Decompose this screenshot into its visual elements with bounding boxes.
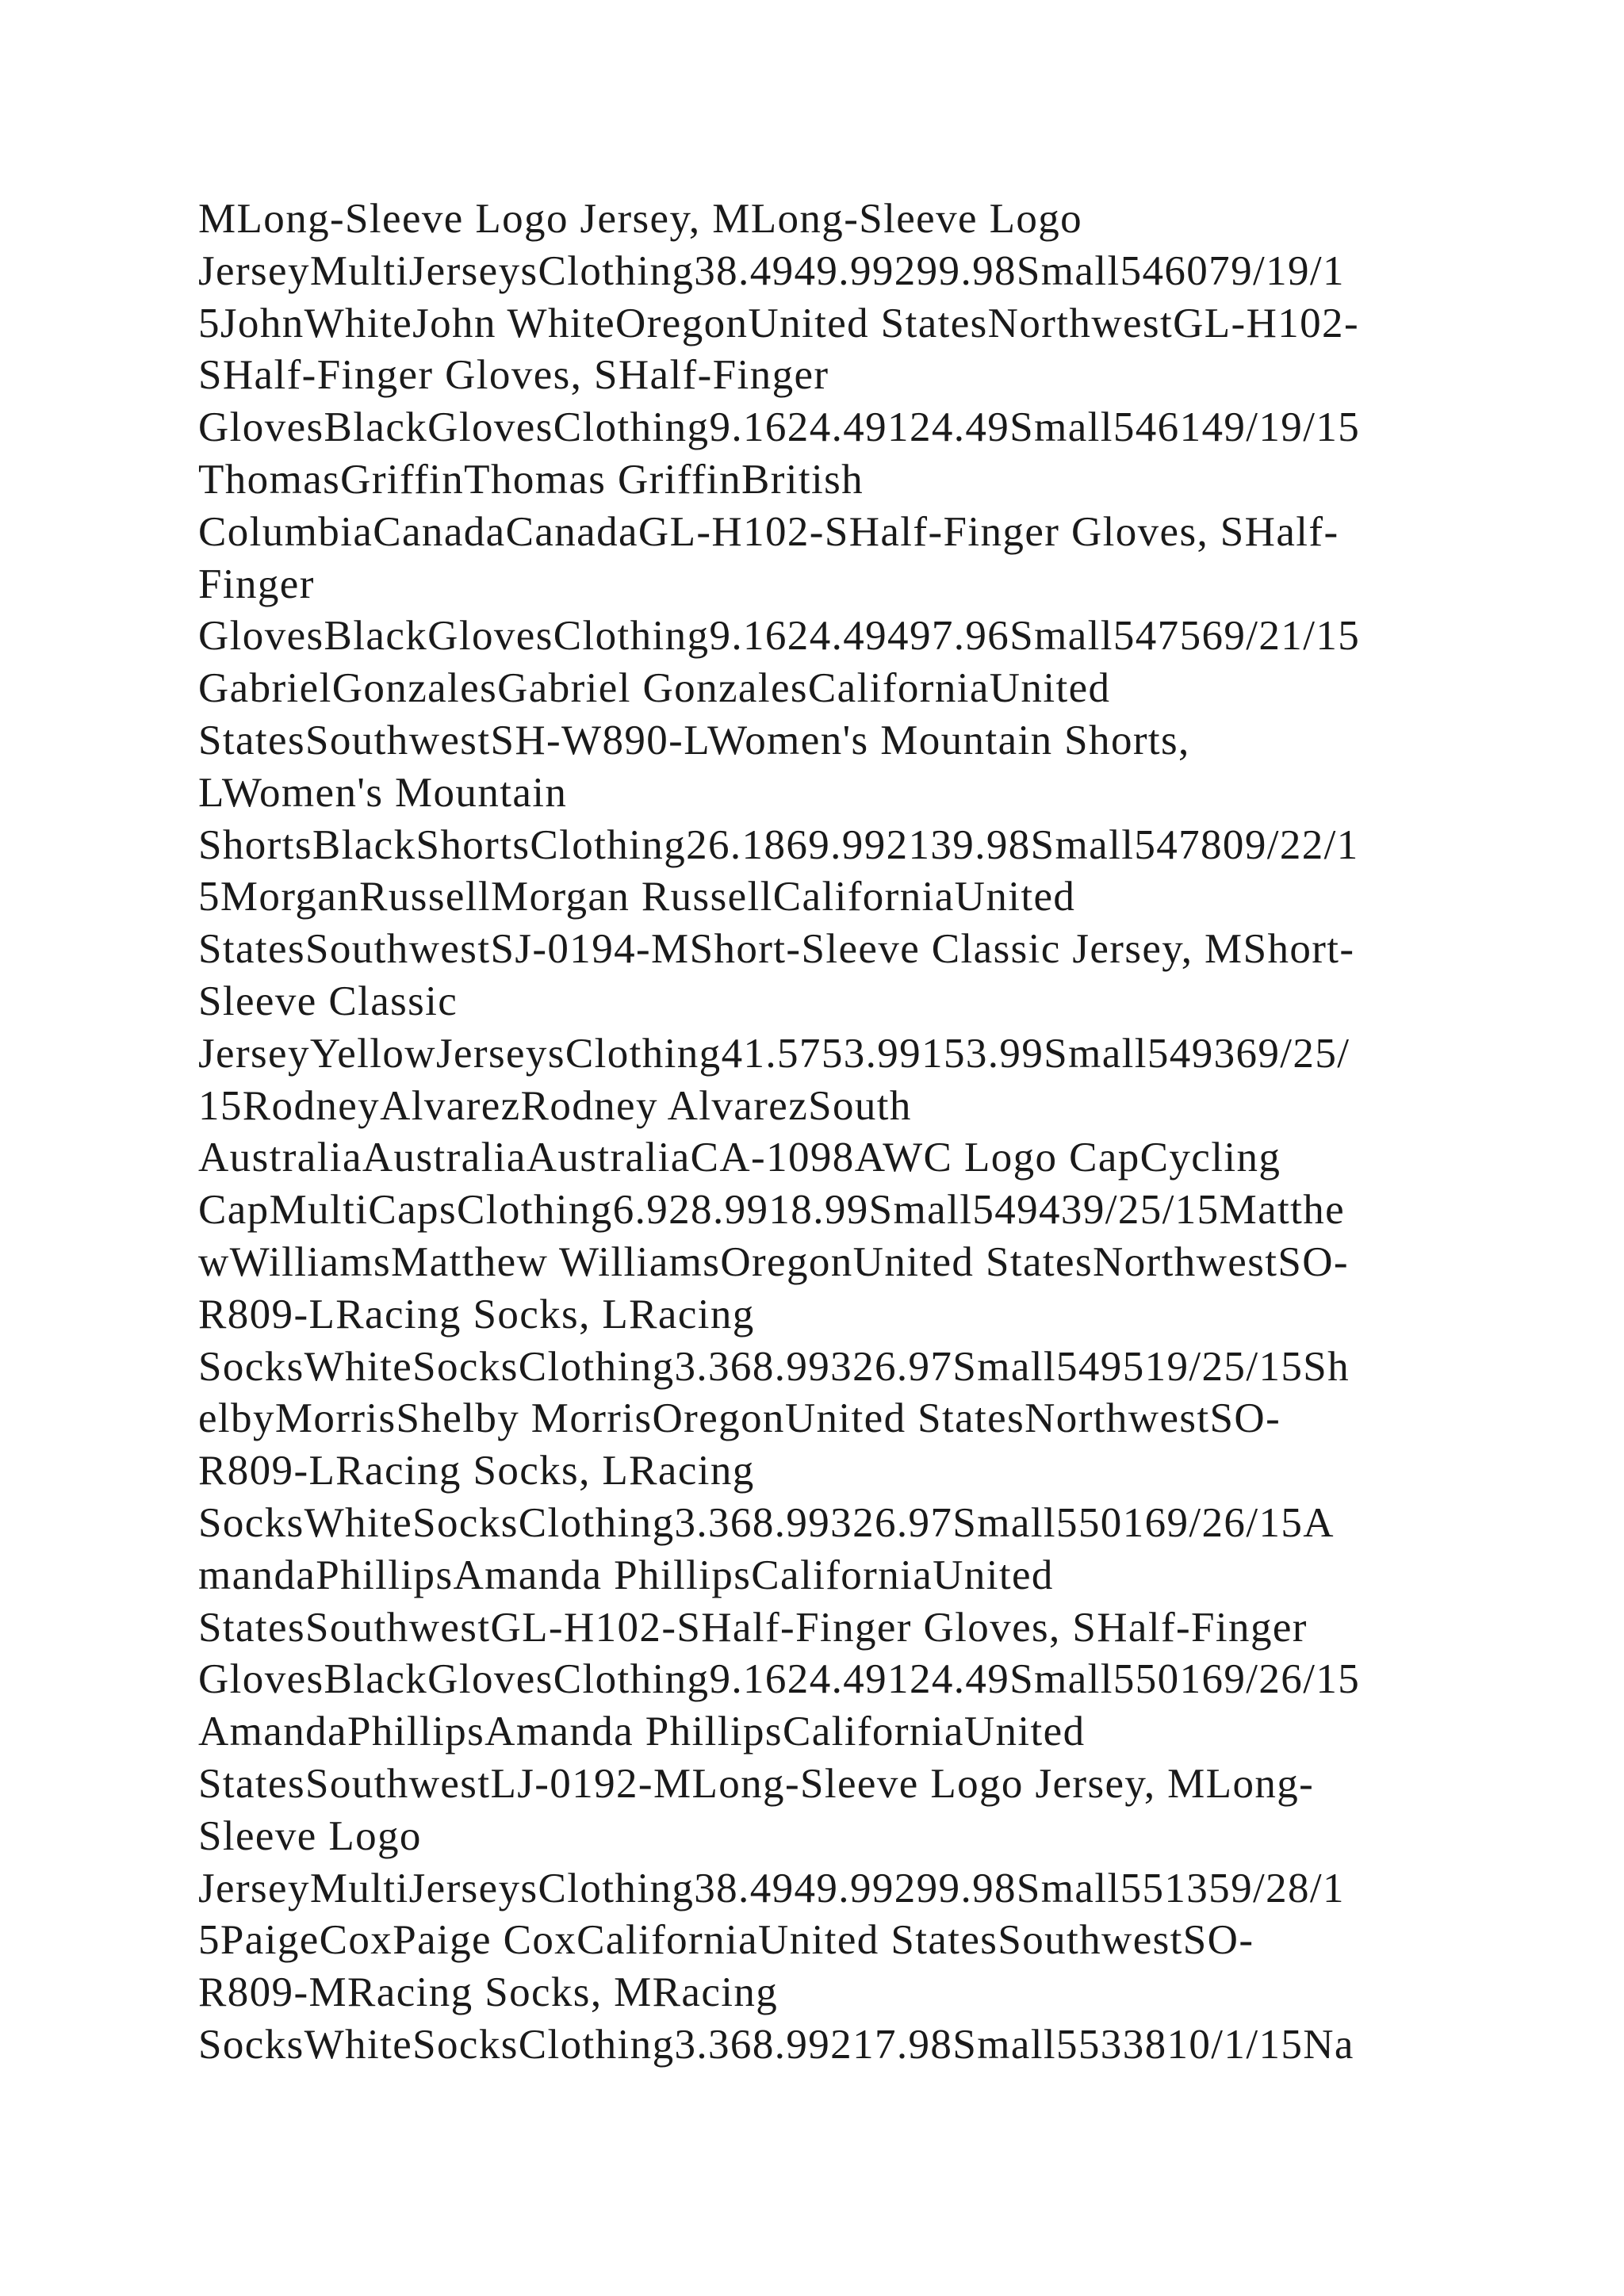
text-line: GlovesBlackGlovesClothing9.1624.49124.49Small546149/19/15	[198, 404, 1361, 451]
text-line: 5JohnWhiteJohn WhiteOregonUnited StatesNorthwestGL-H102-	[198, 300, 1360, 346]
text-line: 15RodneyAlvarezRodney AlvarezSouth	[198, 1082, 912, 1129]
text-line: JerseyMultiJerseysClothing38.4949.99299.98Small551359/28/1	[198, 1865, 1345, 1911]
text-line: SocksWhiteSocksClothing3.368.99217.98Small5533810/1/15Na	[198, 2021, 1354, 2068]
text-line: Sleeve Logo	[198, 1812, 422, 1859]
text-line: SHalf-Finger Gloves, SHalf-Finger	[198, 352, 829, 399]
text-line: AustraliaAustraliaAustraliaCA-1098AWC Logo CapCycling	[198, 1135, 1281, 1181]
text-line: StatesSouthwestGL-H102-SHalf-Finger Gloves, SHalf-Finger	[198, 1604, 1308, 1651]
text-line: ThomasGriffinThomas GriffinBritish	[198, 456, 864, 503]
text-line: R809-MRacing Socks, MRacing	[198, 1969, 779, 2016]
text-line: 5MorganRussellMorgan RussellCaliforniaUnited	[198, 874, 1076, 920]
text-line: LWomen's Mountain	[198, 769, 568, 816]
text-line: 5PaigeCoxPaige CoxCaliforniaUnited StatesSouthwestSO-	[198, 1917, 1254, 1964]
text-line: StatesSouthwestSH-W890-LWomen's Mountain Shorts,	[198, 717, 1190, 763]
text-line: wWilliamsMatthew WilliamsOregonUnited StatesNorthwestSO-	[198, 1238, 1349, 1285]
text-line: MLong-Sleeve Logo Jersey, MLong-Sleeve Logo	[198, 196, 1083, 242]
text-line: SocksWhiteSocksClothing3.368.99326.97Small550169/26/15A	[198, 1499, 1335, 1546]
text-line: R809-LRacing Socks, LRacing	[198, 1448, 755, 1494]
text-line: Sleeve Classic	[198, 978, 458, 1024]
text-line: StatesSouthwestSJ-0194-MShort-Sleeve Classic Jersey, MShort-	[198, 926, 1355, 973]
text-line: GabrielGonzalesGabriel GonzalesCaliforniaUnited	[198, 665, 1111, 712]
text-line: CapMultiCapsClothing6.928.9918.99Small549439/25/15Matthe	[198, 1187, 1346, 1234]
text-line: JerseyMultiJerseysClothing38.4949.99299.98Small546079/19/1	[198, 247, 1345, 294]
text-line: mandaPhillipsAmanda PhillipsCaliforniaUnited	[198, 1552, 1054, 1598]
text-line: Finger	[198, 561, 315, 607]
text-line: ColumbiaCanadaCanadaGL-H102-SHalf-Finger Gloves, SHalf-	[198, 508, 1339, 555]
text-line: R809-LRacing Socks, LRacing	[198, 1291, 755, 1337]
text-line: GlovesBlackGlovesClothing9.1624.49124.49Small550169/26/15	[198, 1656, 1361, 1703]
text-line: SocksWhiteSocksClothing3.368.99326.97Small549519/25/15Sh	[198, 1343, 1350, 1390]
text-line: AmandaPhillipsAmanda PhillipsCaliforniaUnited	[198, 1709, 1086, 1755]
text-line: StatesSouthwestLJ-0192-MLong-Sleeve Logo Jersey, MLong-	[198, 1760, 1315, 1807]
text-line: GlovesBlackGlovesClothing9.1624.49497.96Small547569/21/15	[198, 613, 1361, 660]
text-line: JerseyYellowJerseysClothing41.5753.99153.99Small549369/25/	[198, 1030, 1350, 1077]
text-line: elbyMorrisShelby MorrisOregonUnited StatesNorthwestSO-	[198, 1395, 1281, 1442]
text-line: ShortsBlackShortsClothing26.1869.992139.98Small547809/22/1	[198, 821, 1359, 868]
body-text	[198, 193, 1467, 2072]
